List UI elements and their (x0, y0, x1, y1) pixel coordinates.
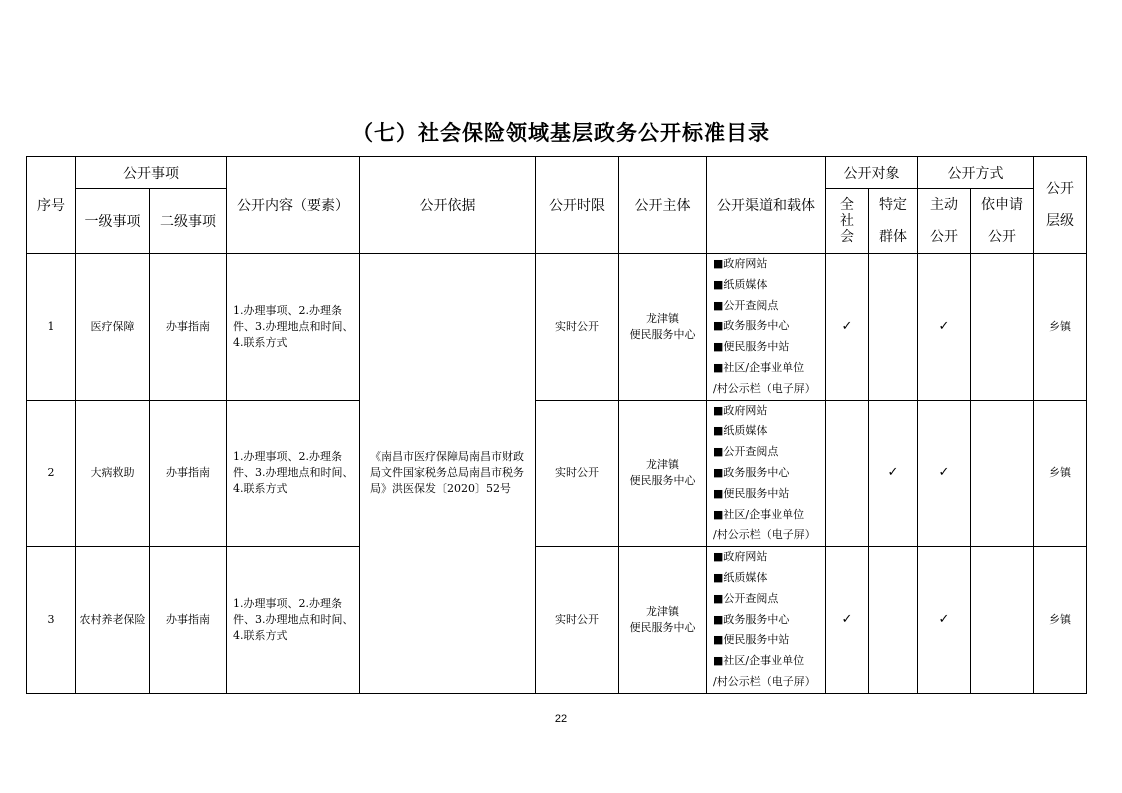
header-object-all-char: 社 (840, 213, 854, 229)
channel-item: ■政府网站 (713, 257, 768, 270)
cell-time-limit: 实时公开 (536, 547, 619, 694)
header-channel: 公开渠道和载体 (707, 157, 826, 254)
cell-content: 1.办理事项、2.办理条件、3.办理地点和时间、4.联系方式 (227, 547, 360, 694)
cell-time-limit: 实时公开 (536, 254, 619, 401)
channel-item: ■便民服务中站 (713, 340, 790, 354)
check-on-request (971, 254, 1034, 401)
check-on-request (971, 547, 1034, 694)
header-object: 公开对象 (826, 157, 918, 189)
check-specific-group (869, 547, 918, 694)
cell-channels (707, 547, 826, 694)
header-object-all-char: 会 (840, 229, 854, 245)
cell-subject-line: 龙津镇 (646, 604, 679, 618)
header-method-active (918, 189, 971, 254)
cell-seq: 3 (27, 547, 76, 694)
cell-level1: 大病救助 (76, 400, 150, 547)
check-specific-group: ✓ (869, 400, 918, 547)
cell-content: 1.办理事项、2.办理条件、3.办理地点和时间、4.联系方式 (227, 254, 360, 401)
header-object-all (826, 189, 869, 254)
header-method-active-line: 主动 (930, 197, 958, 213)
cell-subject (619, 547, 707, 694)
cell-subject-line: 龙津镇 (646, 311, 679, 325)
header-level-line: 层级 (1046, 213, 1074, 229)
cell-subject-line: 便民服务中心 (629, 620, 696, 634)
header-content: 公开内容（要素） (227, 157, 360, 254)
cell-subject-line: 龙津镇 (646, 458, 679, 472)
channel-item: ■政务服务中心 (713, 612, 790, 626)
cell-seq: 1 (27, 254, 76, 401)
channel-item: /村公示栏（电子屏） (713, 528, 816, 542)
header-object-specific-line: 群体 (879, 229, 907, 245)
channel-item: ■社区/企事业单位 (713, 654, 805, 668)
channel-item: ■纸质媒体 (713, 277, 768, 291)
channel-item: ■社区/企事业单位 (713, 360, 805, 374)
table-row (27, 254, 1087, 401)
header-method-request (971, 189, 1034, 254)
channel-item: ■社区/企事业单位 (713, 507, 805, 521)
header-level1: 一级事项 (76, 189, 150, 254)
cell-level: 乡镇 (1034, 400, 1087, 547)
table-row (27, 547, 1087, 694)
disclosure-catalog-table (26, 156, 1087, 694)
channel-item: ■纸质媒体 (713, 570, 768, 584)
check-active: ✓ (918, 254, 971, 401)
channel-item: ■公开查阅点 (713, 445, 779, 459)
check-active: ✓ (918, 400, 971, 547)
cell-level: 乡镇 (1034, 547, 1087, 694)
cell-channels (707, 254, 826, 401)
cell-level: 乡镇 (1034, 254, 1087, 401)
header-level-line: 公开 (1046, 181, 1074, 197)
cell-level2: 办事指南 (150, 254, 227, 401)
cell-basis: 《南昌市医疗保障局南昌市财政局文件国家税务总局南昌市税务局》洪医保发〔2020〕52号 (360, 254, 536, 694)
channel-item: ■政务服务中心 (713, 319, 790, 333)
check-all-society (826, 400, 869, 547)
cell-level1: 农村养老保险 (76, 547, 150, 694)
header-method-active-line: 公开 (930, 229, 958, 245)
channel-item: ■公开查阅点 (713, 591, 779, 605)
cell-seq: 2 (27, 400, 76, 547)
cell-content: 1.办理事项、2.办理条件、3.办理地点和时间、4.联系方式 (227, 400, 360, 547)
header-matter: 公开事项 (76, 157, 227, 189)
cell-channels (707, 400, 826, 547)
header-seq: 序号 (27, 157, 76, 254)
channel-item: ■政务服务中心 (713, 465, 790, 479)
cell-level1: 医疗保障 (76, 254, 150, 401)
table-row (27, 400, 1087, 547)
cell-subject-line: 便民服务中心 (629, 327, 696, 341)
cell-subject (619, 254, 707, 401)
channel-item: ■政府网站 (713, 403, 768, 417)
channel-item: ■便民服务中站 (713, 486, 790, 500)
header-level (1034, 157, 1087, 254)
check-all-society: ✓ (826, 547, 869, 694)
header-level2: 二级事项 (150, 189, 227, 254)
header-time-limit: 公开时限 (536, 157, 619, 254)
check-active: ✓ (918, 547, 971, 694)
header-method: 公开方式 (918, 157, 1034, 189)
channel-item: ■纸质媒体 (713, 424, 768, 438)
channel-item: /村公示栏（电子屏） (713, 674, 816, 688)
channel-item: ■公开查阅点 (713, 298, 779, 312)
cell-level2: 办事指南 (150, 400, 227, 547)
header-method-request-line: 依申请 (981, 197, 1023, 213)
header-basis: 公开依据 (360, 157, 536, 254)
header-object-all-char: 全 (840, 197, 854, 213)
cell-level2: 办事指南 (150, 547, 227, 694)
channel-item: /村公示栏（电子屏） (713, 381, 816, 395)
header-object-specific-line: 特定 (879, 197, 907, 213)
page-number: 22 (554, 713, 568, 725)
cell-subject-line: 便民服务中心 (629, 474, 696, 488)
page-title: （七）社会保险领域基层政务公开标准目录 (352, 121, 770, 145)
cell-time-limit: 实时公开 (536, 400, 619, 547)
check-specific-group (869, 254, 918, 401)
header-method-request-line: 公开 (988, 229, 1016, 245)
channel-item: ■政府网站 (713, 550, 768, 564)
cell-subject (619, 400, 707, 547)
check-on-request (971, 400, 1034, 547)
header-object-specific (869, 189, 918, 254)
header-subject: 公开主体 (619, 157, 707, 254)
channel-item: ■便民服务中站 (713, 633, 790, 647)
check-all-society: ✓ (826, 254, 869, 401)
